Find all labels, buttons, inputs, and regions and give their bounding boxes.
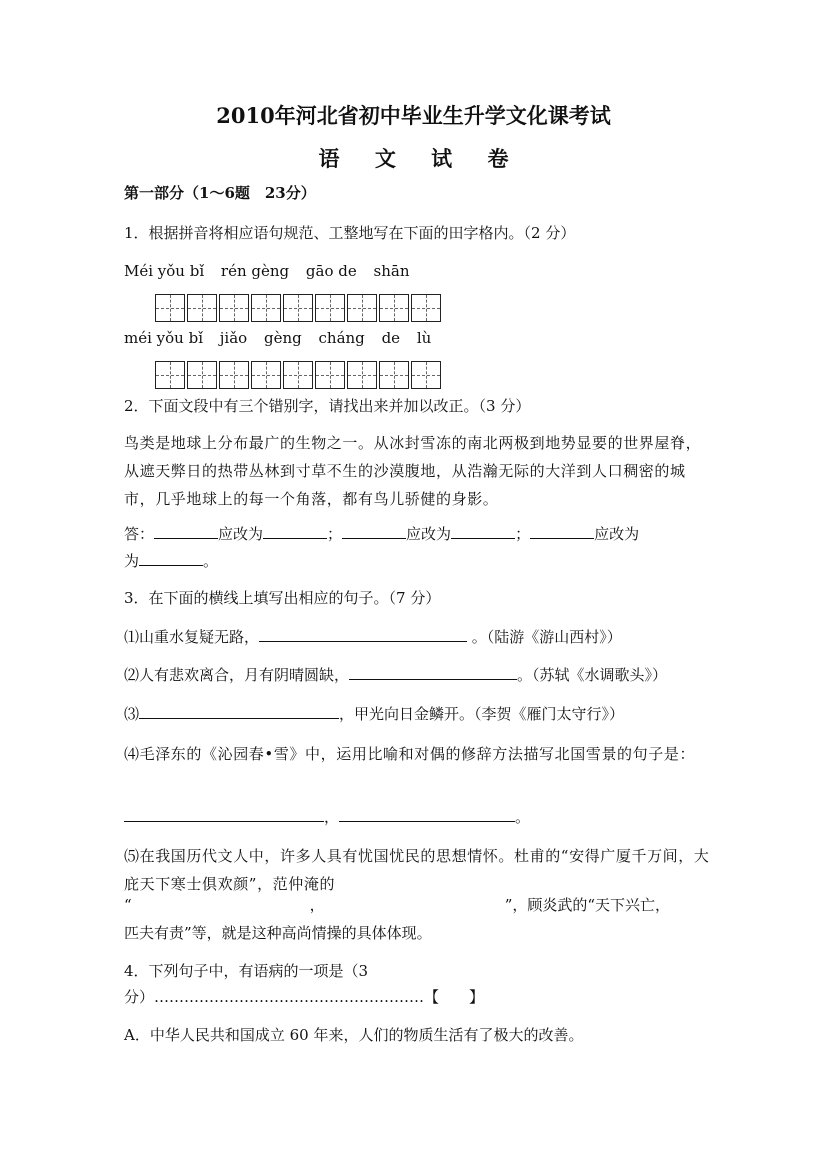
poem-source: 。（陆游《游山西村》） bbox=[467, 628, 622, 646]
poem-line-5: ⑸在我国历代文人中，许多人具有忧国忧民的思想情怀。杜甫的“安得广厦千万间，大庇天下寒士俱欢颜”，范仲淹的 bbox=[124, 847, 710, 893]
comma: ， bbox=[324, 808, 340, 826]
tianzige-cell[interactable] bbox=[315, 294, 345, 322]
answer-word: 应改为 bbox=[218, 525, 264, 543]
poem-line-4: ⑷毛泽东的《沁园春•雪》中，运用比喻和对偶的修辞方法描写北国雪景的句子是： bbox=[124, 745, 696, 763]
pinyin-word: cháng bbox=[318, 329, 365, 347]
poem-line-5-answer bbox=[124, 894, 670, 915]
tianzige-cell[interactable] bbox=[187, 361, 217, 389]
poem-source: ，甲光向日金鳞开。（李贺《雁门太守行》） bbox=[339, 705, 625, 723]
answer-blank[interactable] bbox=[139, 551, 203, 566]
poem-source: 。（苏轼《水调歌头》） bbox=[517, 666, 668, 684]
question-4: 4．下列句子中，有语病的一项是（3 bbox=[124, 962, 369, 980]
question-1: 1．根据拼音将相应语句规范、工整地写在下面的田字格内。（2 分） bbox=[124, 224, 576, 242]
fill-blank[interactable] bbox=[259, 627, 467, 642]
tianzige-cell[interactable] bbox=[411, 361, 441, 389]
pinyin-word: rén gèng bbox=[220, 262, 290, 280]
tianzige-cell[interactable] bbox=[411, 294, 441, 322]
tianzige-cell[interactable] bbox=[283, 294, 313, 322]
answer-blank[interactable] bbox=[154, 524, 218, 539]
tianzige-cell[interactable] bbox=[283, 361, 313, 389]
tianzige-cell[interactable] bbox=[251, 294, 281, 322]
answer-blank[interactable] bbox=[451, 524, 515, 539]
subtitle-char: 试 bbox=[431, 146, 453, 171]
tianzige-cell[interactable] bbox=[187, 294, 217, 322]
section-heading: 第一部分（1～6题 23分） bbox=[124, 184, 316, 202]
separator: ； bbox=[515, 525, 531, 543]
comma: ， bbox=[309, 896, 325, 914]
poem-line-4-answer bbox=[124, 806, 530, 827]
fill-blank[interactable] bbox=[349, 665, 517, 680]
subtitle-char: 卷 bbox=[487, 146, 509, 171]
pinyin-word: jiǎo bbox=[219, 329, 248, 347]
option-a[interactable]: A．中华人民共和国成立 60 年来，人们的物质生活有了极大的改善。 bbox=[124, 1026, 584, 1044]
pinyin-line-1 bbox=[124, 262, 422, 280]
tianzige-cell[interactable] bbox=[379, 361, 409, 389]
tianzige-cell[interactable] bbox=[219, 294, 249, 322]
tianzige-row-1[interactable] bbox=[155, 294, 441, 322]
fill-blank[interactable] bbox=[124, 807, 324, 822]
tianzige-cell[interactable] bbox=[347, 361, 377, 389]
tianzige-cell[interactable] bbox=[315, 361, 345, 389]
tianzige-cell[interactable] bbox=[155, 361, 185, 389]
answer-blank[interactable] bbox=[263, 524, 327, 539]
pinyin-word: gāo de bbox=[305, 262, 357, 280]
separator: ； bbox=[327, 525, 343, 543]
poem-line-5-end: 匹夫有责”等，就是这种高尚情操的具体体现。 bbox=[124, 924, 432, 942]
tianzige-cell[interactable] bbox=[219, 361, 249, 389]
answer-line-end bbox=[124, 550, 218, 571]
question-3: 3．在下面的横线上填写出相应的句子。（7 分） bbox=[124, 589, 441, 607]
pinyin-line-2 bbox=[124, 329, 443, 347]
tianzige-cell[interactable] bbox=[379, 294, 409, 322]
pinyin-word: Méi yǒu bǐ bbox=[124, 262, 205, 280]
answer-word: 应改为 bbox=[406, 525, 452, 543]
question-2: 2．下面文段中有三个错别字，请找出来并加以改正。（3 分） bbox=[124, 397, 531, 415]
passage: 鸟类是地球上分布最广的生物之一。从冰封雪冻的南北两极到地势显要的世界屋脊，从遮天弊日的热带丛林到寸草不生的沙漠腹地，从浩瀚无际的大洋到人口稠密的城市，几乎地球上的每一个角落，都有鸟儿骄健的身影。 bbox=[124, 434, 702, 508]
poem-text: ⑵人有悲欢离合，月有阴晴圆缺， bbox=[124, 666, 350, 684]
answer-word: 为 bbox=[124, 552, 140, 570]
subtitle-char: 文 bbox=[374, 146, 396, 171]
poem-line-2 bbox=[124, 664, 667, 685]
poem-line-3 bbox=[124, 703, 624, 724]
period: 。 bbox=[203, 552, 219, 570]
poem-line-1 bbox=[124, 626, 622, 647]
fill-blank[interactable] bbox=[139, 704, 339, 719]
poem-text: ⑴山重水复疑无路， bbox=[124, 628, 260, 646]
pinyin-word: lù bbox=[416, 329, 432, 347]
exam-title: 2010年河北省初中毕业生升学文化课考试 bbox=[216, 103, 611, 128]
tianzige-cell[interactable] bbox=[155, 294, 185, 322]
answer-line bbox=[124, 523, 639, 544]
pinyin-word: de bbox=[381, 329, 401, 347]
answer-blank[interactable] bbox=[530, 524, 594, 539]
tianzige-cell[interactable] bbox=[347, 294, 377, 322]
subtitle-char: 语 bbox=[318, 146, 340, 171]
pinyin-word: gèng bbox=[263, 329, 302, 347]
poem-text: ”，顾炎武的“天下兴亡， bbox=[504, 896, 671, 914]
quote-mark: “ bbox=[124, 896, 132, 914]
period: 。 bbox=[515, 808, 531, 826]
fill-blank[interactable] bbox=[339, 807, 515, 822]
tianzige-row-2[interactable] bbox=[155, 361, 441, 389]
answer-blank[interactable] bbox=[342, 524, 406, 539]
answer-prefix: 答： bbox=[124, 525, 155, 543]
question-4-cont: 分）………………………………………………【 】 bbox=[124, 988, 485, 1006]
poem-text: ⑶ bbox=[124, 705, 140, 723]
pinyin-word: shān bbox=[373, 262, 410, 280]
tianzige-cell[interactable] bbox=[251, 361, 281, 389]
answer-word: 应改为 bbox=[594, 525, 640, 543]
exam-subtitle bbox=[0, 143, 827, 173]
pinyin-word: méi yǒu bǐ bbox=[124, 329, 203, 347]
